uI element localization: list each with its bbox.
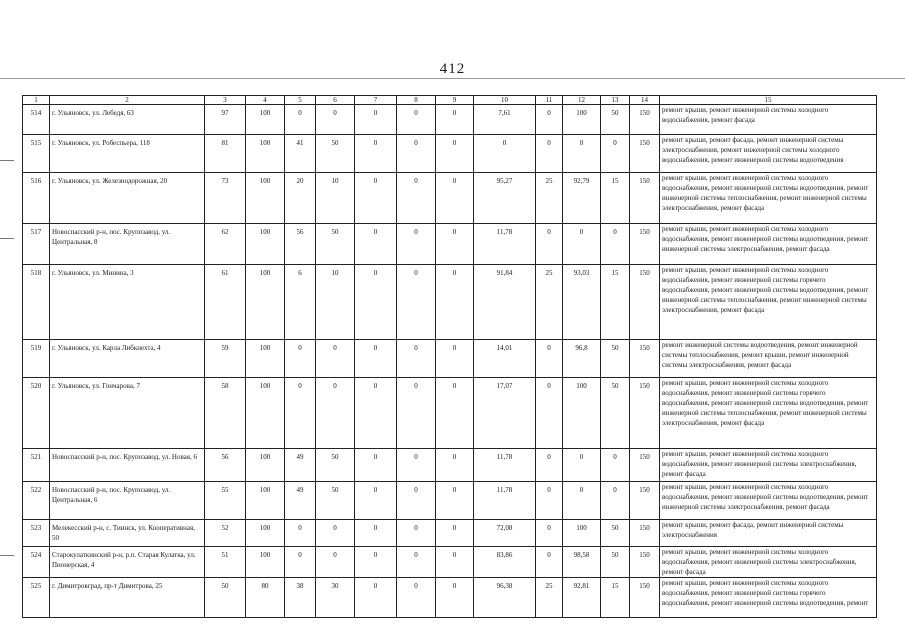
- value-cell-c7: 0: [355, 105, 397, 135]
- work-description-cell: ремонт крыши, ремонт инженерной системы холодного водоснабжения, ремонт инженерной системы водоотведения, ремонт инженерной системы электроснабжения, ремонт фасада: [660, 224, 877, 265]
- value-cell-c6: 0: [316, 547, 355, 578]
- row-number-cell: 523: [23, 520, 50, 547]
- value-cell-c11: 0: [536, 378, 563, 449]
- value-cell-c14: 150: [630, 449, 660, 482]
- value-cell-c3: 81: [205, 135, 246, 173]
- value-cell-c12: 0: [563, 135, 601, 173]
- column-number-5: 5: [285, 96, 316, 105]
- value-cell-c5: 0: [285, 520, 316, 547]
- address-cell: Старокулаткинский р-н, р.п. Старая Кулатка, ул. Пионерская, 4: [50, 547, 205, 578]
- value-cell-c5: 0: [285, 340, 316, 378]
- value-cell-c3: 51: [205, 547, 246, 578]
- value-cell-c9: 0: [436, 135, 474, 173]
- margin-tick: [0, 555, 14, 556]
- value-cell-c7: 0: [355, 135, 397, 173]
- value-cell-c8: 0: [397, 520, 436, 547]
- value-cell-c5: 6: [285, 265, 316, 340]
- value-cell-c6: 10: [316, 173, 355, 224]
- value-cell-c8: 0: [397, 482, 436, 520]
- value-cell-c10: 83,86: [474, 547, 536, 578]
- column-number-15: 15: [660, 96, 877, 105]
- value-cell-c7: 0: [355, 449, 397, 482]
- value-cell-c13: 50: [601, 378, 630, 449]
- value-cell-c11: 0: [536, 135, 563, 173]
- value-cell-c3: 52: [205, 520, 246, 547]
- value-cell-c12: 92,79: [563, 173, 601, 224]
- column-number-2: 2: [50, 96, 205, 105]
- value-cell-c6: 0: [316, 105, 355, 135]
- value-cell-c3: 55: [205, 482, 246, 520]
- value-cell-c14: 150: [630, 547, 660, 578]
- table-body: [23, 105, 877, 618]
- work-description-cell: ремонт крыши, ремонт инженерной системы холодного водоснабжения, ремонт инженерной системы электроснабжения, ремонт фасада: [660, 449, 877, 482]
- value-cell-c9: 0: [436, 340, 474, 378]
- value-cell-c8: 0: [397, 173, 436, 224]
- value-cell-c5: 56: [285, 224, 316, 265]
- value-cell-c10: 17,07: [474, 378, 536, 449]
- value-cell-c10: 72,08: [474, 520, 536, 547]
- value-cell-c12: 100: [563, 520, 601, 547]
- value-cell-c9: 0: [436, 520, 474, 547]
- table-row: [23, 547, 877, 578]
- value-cell-c14: 150: [630, 482, 660, 520]
- value-cell-c12: 0: [563, 482, 601, 520]
- value-cell-c4: 100: [246, 449, 285, 482]
- value-cell-c5: 49: [285, 482, 316, 520]
- value-cell-c5: 38: [285, 578, 316, 618]
- column-number-11: 11: [536, 96, 563, 105]
- value-cell-c4: 100: [246, 135, 285, 173]
- table-row: [23, 482, 877, 520]
- column-number-row: [23, 96, 877, 105]
- value-cell-c8: 0: [397, 449, 436, 482]
- value-cell-c12: 0: [563, 224, 601, 265]
- value-cell-c9: 0: [436, 224, 474, 265]
- value-cell-c7: 0: [355, 378, 397, 449]
- value-cell-c5: 0: [285, 378, 316, 449]
- value-cell-c6: 50: [316, 135, 355, 173]
- address-cell: г. Ульяновск, ул. Лебедя, 63: [50, 105, 205, 135]
- value-cell-c4: 100: [246, 340, 285, 378]
- table-row: [23, 378, 877, 449]
- row-number-cell: 522: [23, 482, 50, 520]
- margin-tick: [0, 238, 14, 239]
- value-cell-c14: 150: [630, 378, 660, 449]
- value-cell-c9: 0: [436, 105, 474, 135]
- row-number-cell: 525: [23, 578, 50, 618]
- value-cell-c12: 100: [563, 378, 601, 449]
- value-cell-c14: 150: [630, 520, 660, 547]
- value-cell-c13: 0: [601, 135, 630, 173]
- column-number-3: 3: [205, 96, 246, 105]
- value-cell-c3: 59: [205, 340, 246, 378]
- value-cell-c10: 96,38: [474, 578, 536, 618]
- value-cell-c8: 0: [397, 340, 436, 378]
- value-cell-c13: 0: [601, 482, 630, 520]
- column-number-6: 6: [316, 96, 355, 105]
- value-cell-c11: 25: [536, 173, 563, 224]
- value-cell-c8: 0: [397, 135, 436, 173]
- value-cell-c4: 100: [246, 173, 285, 224]
- value-cell-c5: 41: [285, 135, 316, 173]
- value-cell-c7: 0: [355, 520, 397, 547]
- value-cell-c8: 0: [397, 265, 436, 340]
- column-number-14: 14: [630, 96, 660, 105]
- row-number-cell: 514: [23, 105, 50, 135]
- address-cell: Новоспасский р-н, пос. Крупозавод, ул. Новая, 6: [50, 449, 205, 482]
- row-number-cell: 520: [23, 378, 50, 449]
- value-cell-c11: 0: [536, 224, 563, 265]
- table-row: [23, 340, 877, 378]
- value-cell-c10: 11,78: [474, 449, 536, 482]
- column-number-9: 9: [436, 96, 474, 105]
- value-cell-c3: 58: [205, 378, 246, 449]
- value-cell-c10: 0: [474, 135, 536, 173]
- value-cell-c12: 93,03: [563, 265, 601, 340]
- address-cell: г. Ульяновск, ул. Гончарова, 7: [50, 378, 205, 449]
- value-cell-c5: 20: [285, 173, 316, 224]
- value-cell-c4: 100: [246, 482, 285, 520]
- value-cell-c4: 80: [246, 578, 285, 618]
- column-number-10: 10: [474, 96, 536, 105]
- value-cell-c9: 0: [436, 482, 474, 520]
- value-cell-c8: 0: [397, 378, 436, 449]
- margin-tick: [0, 160, 14, 161]
- value-cell-c6: 50: [316, 449, 355, 482]
- value-cell-c11: 0: [536, 105, 563, 135]
- address-cell: г. Ульяновск, ул. Минина, 3: [50, 265, 205, 340]
- value-cell-c10: 11,78: [474, 224, 536, 265]
- value-cell-c8: 0: [397, 224, 436, 265]
- value-cell-c10: 14,01: [474, 340, 536, 378]
- value-cell-c11: 0: [536, 520, 563, 547]
- value-cell-c8: 0: [397, 578, 436, 618]
- value-cell-c14: 150: [630, 578, 660, 618]
- value-cell-c5: 49: [285, 449, 316, 482]
- value-cell-c4: 100: [246, 224, 285, 265]
- row-number-cell: 521: [23, 449, 50, 482]
- row-number-cell: 515: [23, 135, 50, 173]
- value-cell-c6: 50: [316, 224, 355, 265]
- value-cell-c11: 25: [536, 265, 563, 340]
- column-number-13: 13: [601, 96, 630, 105]
- value-cell-c9: 0: [436, 578, 474, 618]
- address-cell: Новоспасский р-н, пос. Крупозавод, ул. Центральная, 6: [50, 482, 205, 520]
- value-cell-c6: 10: [316, 265, 355, 340]
- value-cell-c4: 100: [246, 105, 285, 135]
- address-cell: г. Димитровград, пр-т Димитрова, 25: [50, 578, 205, 618]
- value-cell-c12: 96,8: [563, 340, 601, 378]
- work-description-cell: ремонт крыши, ремонт инженерной системы холодного водоснабжения, ремонт инженерной системы горячего водоснабжения, ремонт инженерной системы водоотведения, ремонт: [660, 578, 877, 618]
- table-row: [23, 520, 877, 547]
- value-cell-c8: 0: [397, 105, 436, 135]
- value-cell-c7: 0: [355, 547, 397, 578]
- value-cell-c6: 0: [316, 378, 355, 449]
- address-cell: Новоспасский р-н, пос. Крупозавод, ул. Центральная, 8: [50, 224, 205, 265]
- value-cell-c14: 150: [630, 135, 660, 173]
- value-cell-c4: 100: [246, 378, 285, 449]
- value-cell-c9: 0: [436, 173, 474, 224]
- value-cell-c9: 0: [436, 265, 474, 340]
- value-cell-c9: 0: [436, 378, 474, 449]
- value-cell-c6: 50: [316, 482, 355, 520]
- row-number-cell: 519: [23, 340, 50, 378]
- value-cell-c13: 50: [601, 520, 630, 547]
- value-cell-c3: 50: [205, 578, 246, 618]
- row-number-cell: 516: [23, 173, 50, 224]
- value-cell-c12: 92,81: [563, 578, 601, 618]
- value-cell-c8: 0: [397, 547, 436, 578]
- value-cell-c4: 100: [246, 520, 285, 547]
- value-cell-c12: 98,58: [563, 547, 601, 578]
- value-cell-c6: 30: [316, 578, 355, 618]
- value-cell-c3: 73: [205, 173, 246, 224]
- table-row: [23, 224, 877, 265]
- table-row: [23, 135, 877, 173]
- value-cell-c13: 50: [601, 547, 630, 578]
- work-description-cell: ремонт крыши, ремонт инженерной системы холодного водоснабжения, ремонт инженерной системы горячего водоснабжения, ремонт инженерной системы водоотведения, ремонт инженерной системы теплоснабжения, ремонт инженерной системы электроснабжения, ремонт фасада: [660, 378, 877, 449]
- column-number-4: 4: [246, 96, 285, 105]
- value-cell-c14: 150: [630, 173, 660, 224]
- value-cell-c6: 0: [316, 520, 355, 547]
- value-cell-c5: 0: [285, 547, 316, 578]
- address-cell: Мелекесский р-н, с. Тиинск, ул. Кооперативная, 50: [50, 520, 205, 547]
- work-description-cell: ремонт крыши, ремонт инженерной системы холодного водоснабжения, ремонт инженерной системы электроснабжения, ремонт фасада: [660, 547, 877, 578]
- value-cell-c13: 15: [601, 265, 630, 340]
- value-cell-c13: 50: [601, 340, 630, 378]
- value-cell-c9: 0: [436, 547, 474, 578]
- column-number-1: 1: [23, 96, 50, 105]
- row-number-cell: 517: [23, 224, 50, 265]
- value-cell-c14: 150: [630, 224, 660, 265]
- value-cell-c5: 0: [285, 105, 316, 135]
- scan-edge-line: [0, 78, 905, 79]
- value-cell-c9: 0: [436, 449, 474, 482]
- address-cell: г. Ульяновск, ул. Карла Либкнехта, 4: [50, 340, 205, 378]
- value-cell-c10: 91,84: [474, 265, 536, 340]
- value-cell-c3: 62: [205, 224, 246, 265]
- work-description-cell: ремонт крыши, ремонт инженерной системы холодного водоснабжения, ремонт инженерной системы водоотведения, ремонт инженерной системы теплоснабжения, ремонт инженерной системы электроснабжения, ремонт фасада: [660, 173, 877, 224]
- page-number: 412: [439, 61, 466, 77]
- address-cell: г. Ульяновск, ул. Железнодорожная, 20: [50, 173, 205, 224]
- value-cell-c14: 150: [630, 105, 660, 135]
- value-cell-c14: 150: [630, 265, 660, 340]
- work-description-cell: ремонт инженерной системы водоотведения, ремонт инженерной системы теплоснабжения, ремонт крыши, ремонт инженерной системы электроснабжения, ремонт фасада: [660, 340, 877, 378]
- work-description-cell: ремонт крыши, ремонт инженерной системы холодного водоснабжения, ремонт инженерной системы горячего водоснабжения, ремонт инженерной системы водоотведения, ремонт инженерной системы теплоснабжения, ремонт инженерной системы электроснабжения, ремонт фасада: [660, 265, 877, 340]
- repair-schedule-table: [22, 95, 877, 618]
- value-cell-c7: 0: [355, 265, 397, 340]
- work-description-cell: ремонт крыши, ремонт фасада, ремонт инженерной системы электроснабжения, ремонт инженерной системы холодного водоснабжения, ремонт инженерной системы водоотведения: [660, 135, 877, 173]
- work-description-cell: ремонт крыши, ремонт фасада, ремонт инженерной системы электроснабжения: [660, 520, 877, 547]
- table-row: [23, 578, 877, 618]
- value-cell-c11: 0: [536, 449, 563, 482]
- value-cell-c11: 0: [536, 482, 563, 520]
- value-cell-c10: 7,61: [474, 105, 536, 135]
- value-cell-c12: 100: [563, 105, 601, 135]
- value-cell-c7: 0: [355, 173, 397, 224]
- value-cell-c11: 25: [536, 578, 563, 618]
- work-description-cell: ремонт крыши, ремонт инженерной системы холодного водоснабжения, ремонт фасада: [660, 105, 877, 135]
- row-number-cell: 524: [23, 547, 50, 578]
- value-cell-c7: 0: [355, 482, 397, 520]
- value-cell-c4: 100: [246, 265, 285, 340]
- row-number-cell: 518: [23, 265, 50, 340]
- column-number-12: 12: [563, 96, 601, 105]
- value-cell-c7: 0: [355, 578, 397, 618]
- column-number-8: 8: [397, 96, 436, 105]
- value-cell-c11: 0: [536, 547, 563, 578]
- value-cell-c13: 0: [601, 224, 630, 265]
- value-cell-c13: 0: [601, 449, 630, 482]
- table-row: [23, 449, 877, 482]
- column-number-7: 7: [355, 96, 397, 105]
- work-description-cell: ремонт крыши, ремонт инженерной системы холодного водоснабжения, ремонт инженерной системы водоотведения, ремонт инженерной системы электроснабжения, ремонт фасада: [660, 482, 877, 520]
- value-cell-c3: 56: [205, 449, 246, 482]
- value-cell-c13: 15: [601, 173, 630, 224]
- value-cell-c13: 15: [601, 578, 630, 618]
- value-cell-c10: 11,78: [474, 482, 536, 520]
- value-cell-c3: 97: [205, 105, 246, 135]
- value-cell-c12: 0: [563, 449, 601, 482]
- value-cell-c14: 150: [630, 340, 660, 378]
- value-cell-c7: 0: [355, 224, 397, 265]
- value-cell-c7: 0: [355, 340, 397, 378]
- value-cell-c3: 61: [205, 265, 246, 340]
- value-cell-c4: 100: [246, 547, 285, 578]
- address-cell: г. Ульяновск, ул. Робеспьера, 118: [50, 135, 205, 173]
- table-row: [23, 173, 877, 224]
- value-cell-c11: 0: [536, 340, 563, 378]
- value-cell-c10: 95,27: [474, 173, 536, 224]
- value-cell-c13: 50: [601, 105, 630, 135]
- value-cell-c6: 0: [316, 340, 355, 378]
- table-row: [23, 105, 877, 135]
- table-row: [23, 265, 877, 340]
